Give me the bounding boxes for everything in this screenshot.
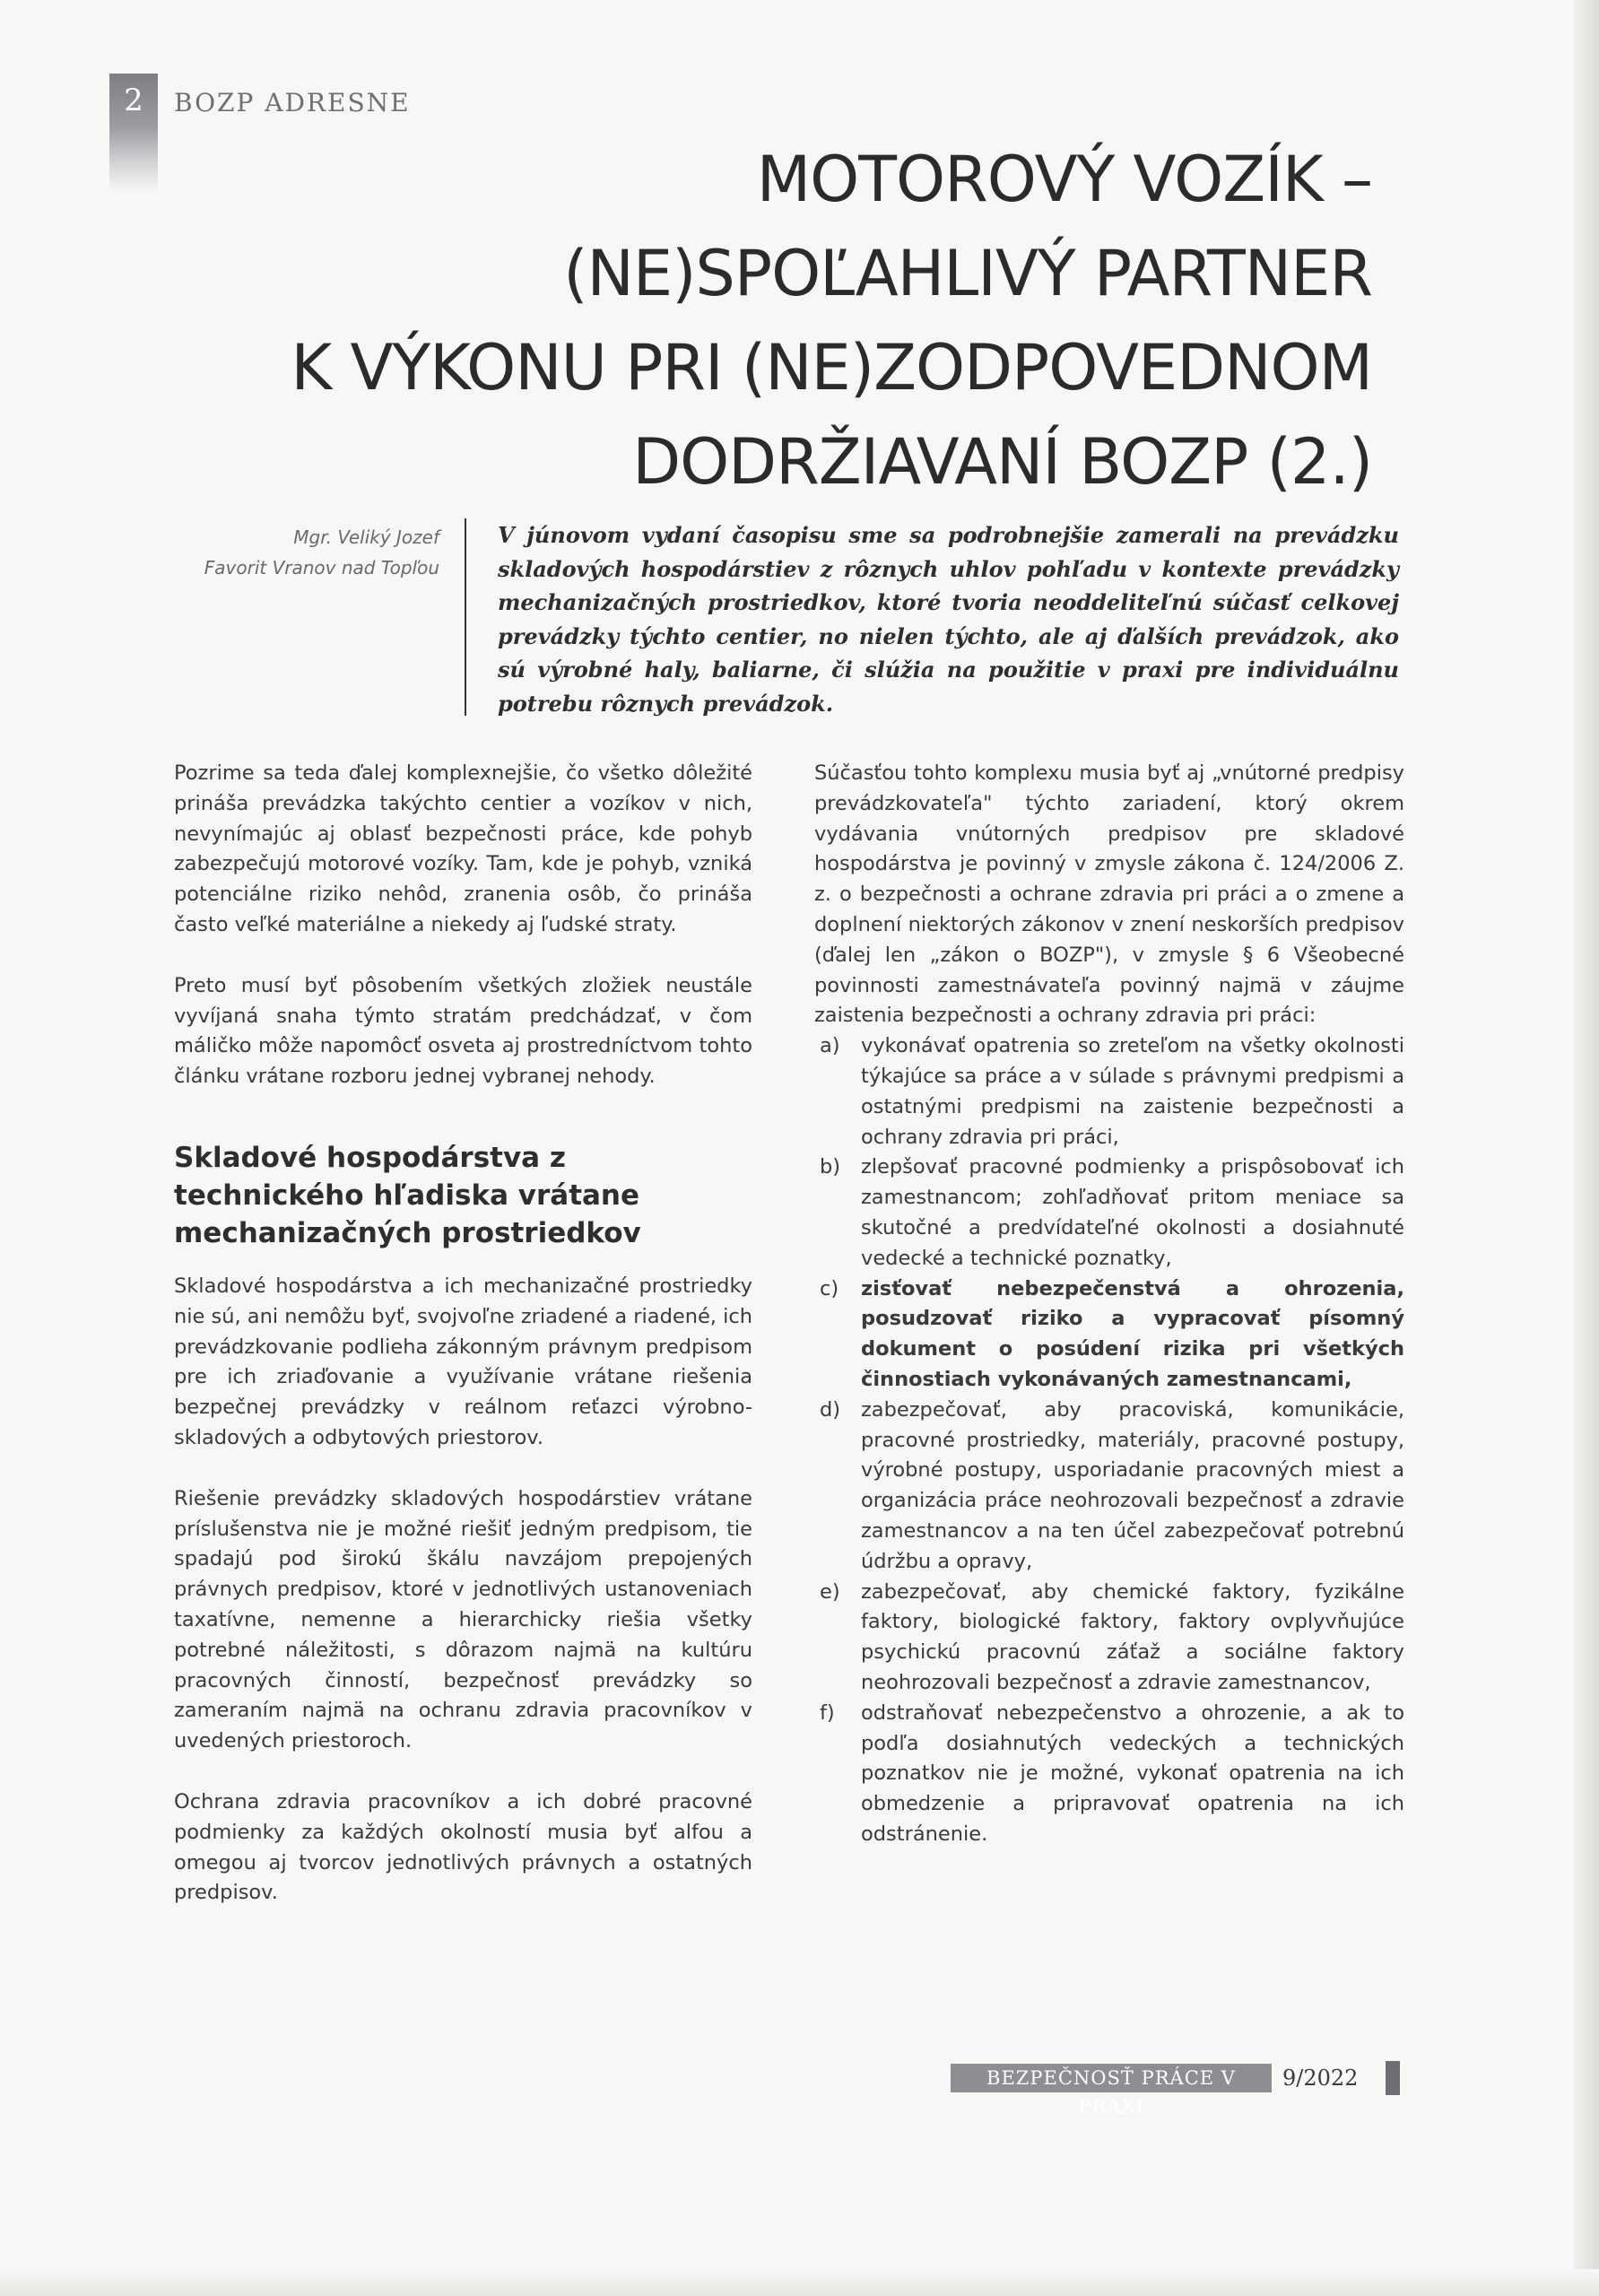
list-item-text: odstraňovať nebezpečenstvo a ohrozenie, a ak to podľa dosiahnutých vedeckých a technických poznatkov nie je možné, vykonať opatrenia na ich obmedzenie a pripravovať opatrenia na ich odstránenie.	[861, 1700, 1404, 1846]
title-line: MOTOROVÝ VOZÍK –	[756, 143, 1372, 216]
page-edge	[1574, 0, 1599, 2296]
list-item-text: zabezpečovať, aby chemické faktory, fyzikálne faktory, biologické faktory, faktory ovplyvňujúce psychickú pracovnú záťaž a sociálne faktory neohrozovali bezpečnosť a zdravie zamestnancov,	[861, 1579, 1404, 1694]
paragraph: Ochrana zdravia pracovníkov a ich dobré pracovné podmienky za každých okolností musia byť alfou a omegou aj tvorcov jednotlivých právnych a ostatných predpisov.	[174, 1789, 752, 1905]
paragraph: Riešenie prevádzky skladových hospodárstiev vrátane príslušenstva nie je možné riešiť jedným predpisom, tie spadajú pod širokú škálu navzájom prepojených právnych predpisov, ktoré v jednotlivých ustanoveniach taxatívne, nemenne a hierarchicky riešia všetky potrebné náležitosti, s dôrazom najmä na kultúru pracovných činností, bezpečnosť prevádzky so zameraním najmä na ochranu zdravia pracovníkov v uvedených priestoroch.	[174, 1486, 752, 1753]
issue-number: 9/2022	[1282, 2066, 1359, 2091]
page-number: 2	[124, 83, 143, 118]
author-block	[135, 522, 439, 583]
lead-divider	[465, 518, 466, 716]
right-column	[814, 759, 1404, 1850]
article-lead: V júnovom vydaní časopisu sme sa podrobnejšie zamerali na prevádzku skladových hospodárstiev z rôznych uhlov pohľadu v kontexte prevádzky mechanizačných prostriedkov, ktoré tvoria neoddeliteľnú súčasť celkovej prevádzky týchto centier, no nielen týchto, ale aj ďalších prevádzok, ako sú výrobné haly, baliarne, či slúžia na použitie v praxi pre individuálnu potrebu rôznych prevádzok.	[498, 522, 1399, 717]
list-marker: f)	[820, 1700, 835, 1725]
paragraph: Preto musí byť pôsobením všetkých zložiek neustále vyvíjaná snaha týmto stratám predchádzať, v čom máličko môže napomôcť osveta aj prostredníctvom tohto článku vrátane rozboru jednej vybranej nehody.	[174, 973, 752, 1089]
list-marker: c)	[820, 1276, 839, 1300]
list-item-text: zisťovať nebezpečenstvá a ohrozenia, posudzovať riziko a vypracovať písomný dokument o posúdení rizika pri všetkých činnostiach vykonávaných zamestnancami,	[861, 1276, 1404, 1391]
author-organization: Favorit Vranov nad Topľou	[204, 557, 439, 578]
list-item-text: zlepšovať pracovné podmienky a prispôsobovať ich zamestnancom; zohľadňovať pritom meniace sa skutočné a predvídateľné okolnosti a dosiahnuté vedecké a technické poznatky,	[861, 1155, 1404, 1270]
obligations-list	[814, 1031, 1404, 1850]
list-item	[814, 1396, 1404, 1578]
title-line: DODRŽIAVANÍ BOZP (2.)	[632, 425, 1372, 499]
list-marker: d)	[820, 1397, 841, 1422]
list-marker: e)	[820, 1579, 840, 1604]
left-column	[174, 759, 752, 1909]
list-item	[814, 1031, 1404, 1152]
page-bottom-shade	[0, 2269, 1599, 2296]
list-item-text: zabezpečovať, aby pracoviská, komunikácie, pracovné prostriedky, materiály, pracovné postupy, výrobné postupy, usporiadanie pracovných miest a organizácia práce neohrozovali bezpečnosť a zdravie zamestnancov a na ten účel zabezpečovať potrebnú údržbu a opravy,	[861, 1397, 1404, 1573]
list-item	[814, 1578, 1404, 1699]
footer-bar	[1386, 2061, 1400, 2095]
list-item	[814, 1699, 1404, 1850]
article-title	[135, 133, 1372, 509]
title-line: (NE)SPOĽAHLIVÝ PARTNER	[563, 237, 1372, 310]
author-name: Mgr. Veliký Jozef	[293, 526, 439, 548]
section-heading: Skladové hospodárstva z technického hľadiska vrátane mechanizačných prostriedkov	[174, 1141, 641, 1249]
section-label: BOZP ADRESNE	[174, 88, 411, 117]
paragraph: Pozrime sa teda ďalej komplexnejšie, čo všetko dôležité prináša prevádzka takýchto centier a vozíkov v nich, nevynímajúc aj oblasť bezpečnosti práce, kde pohyb zabezpečujú motorové vozíky. Tam, kde je pohyb, vzniká potenciálne riziko nehôd, zranenia osôb, čo prináša často veľké materiálne a niekedy aj ľudské straty.	[174, 761, 752, 936]
paragraph: Súčasťou tohto komplexu musia byť aj „vnútorné predpisy prevádzkovateľa" týchto zariadení, ktorý okrem vydávania vnútorných predpisov pre skladové hospodárstva je povinný v zmysle zákona č. 124/2006 Z. z. o bezpečnosti a ochrane zdravia pri práci a o zmene a doplnení niektorých zákonov v znení neskorších predpisov (ďalej len „zákon o BOZP"), v zmysle § 6 Všeobecné povinnosti zamestnávateľa povinný najmä v záujme zaistenia bezpečnosti a ochrany zdravia pri práci:	[814, 761, 1404, 1028]
list-item	[814, 1274, 1404, 1396]
title-line: K VÝKONU PRI (NE)ZODPOVEDNOM	[291, 331, 1372, 404]
list-item-text: vykonávať opatrenia so zreteľom na všetky okolnosti týkajúce sa práce a v súlade s právnymi predpismi a ostatnými predpismi na zaistenie bezpečnosti a ochrany zdravia pri práci,	[861, 1034, 1404, 1149]
list-item	[814, 1152, 1404, 1274]
list-marker: a)	[820, 1034, 840, 1058]
magazine-name-badge: BEZPEČNOSŤ PRÁCE V PRAXI	[951, 2064, 1272, 2092]
paragraph: Skladové hospodárstva a ich mechanizačné prostriedky nie sú, ani nemôžu byť, svojvoľne zriadené a riadené, ich prevádzkovanie podlieha zákonným právnym predpisom pre ich zriaďovanie a využívanie vrátane riešenia bezpečnej prevádzky v reálnom reťazci výrobno-skladových a odbytových priestorov.	[174, 1274, 752, 1449]
list-marker: b)	[820, 1155, 841, 1179]
